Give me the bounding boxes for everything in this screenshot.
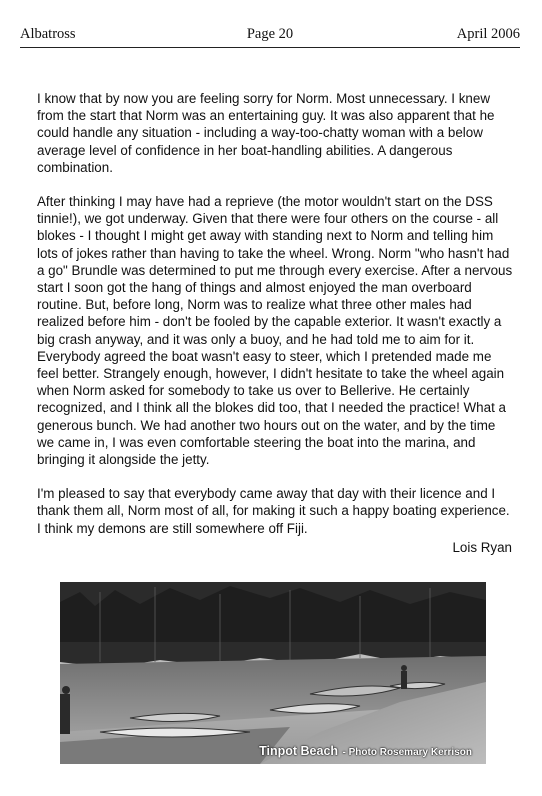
author-signature: Lois Ryan [452,540,512,555]
header-rule [20,47,520,48]
caption-credit: - Photo Rosemary Kerrison [342,747,472,758]
photo-caption [259,742,472,760]
beach-photo [60,582,486,764]
issue-date: April 2006 [456,26,520,42]
page-header [20,26,520,46]
caption-place: Tinpot Beach [259,744,339,758]
beach-photo-image [60,582,486,764]
paragraph-2: After thinking I may have had a reprieve (the motor wouldn't start on the DSS tinnie!), we got underway. Given that there were four others on the course - all blokes - I thought I might get away with standing next to Norm and telling him lots of jokes rather than having to take the wheel. Wrong. Norm "who hasn't had a go" Brundle was determined to put me through every exercise. After a nervous start I soon got the hang of things and almost enjoyed the man overboard routine. But, before long, Norm was to realize what three other males had realized before him - don't be fooled by the capable exterior. It wasn't exactly a big crash anyway, and it was only a buoy, and he had told me to aim for it. Everybody agreed the boat wasn't easy to steer, which I pretended made me feel better. Strangely enough, however, I didn't hesitate to take the wheel again when Norm asked for somebody to take us over to Bellerive. He certainly recognized, and I think all the blokes did too, that I needed the practice! What a generous bunch. We had another two hours out on the water, and by the time we came in, I was even comfortable steering the boat into the marina, and bringing it alongside the jetty. [37,194,513,468]
page-number: Page 20 [246,26,294,42]
paragraph-3: I'm pleased to say that everybody came away that day with their licence and I thank them all, Norm most of all, for making it such a happy boating experience. I think my demons are still somewhere off Fiji. [37,486,510,536]
publication-name: Albatross [20,26,76,42]
article-body [37,90,513,554]
paragraph-1: I know that by now you are feeling sorry for Norm. Most unnecessary. I knew from the start that Norm was an entertaining guy. It was also apparent that he could handle any situation - including a way-too-chatty woman with a below average level of confidence in her boat-handling abilities. A dangerous combination. [37,91,495,175]
